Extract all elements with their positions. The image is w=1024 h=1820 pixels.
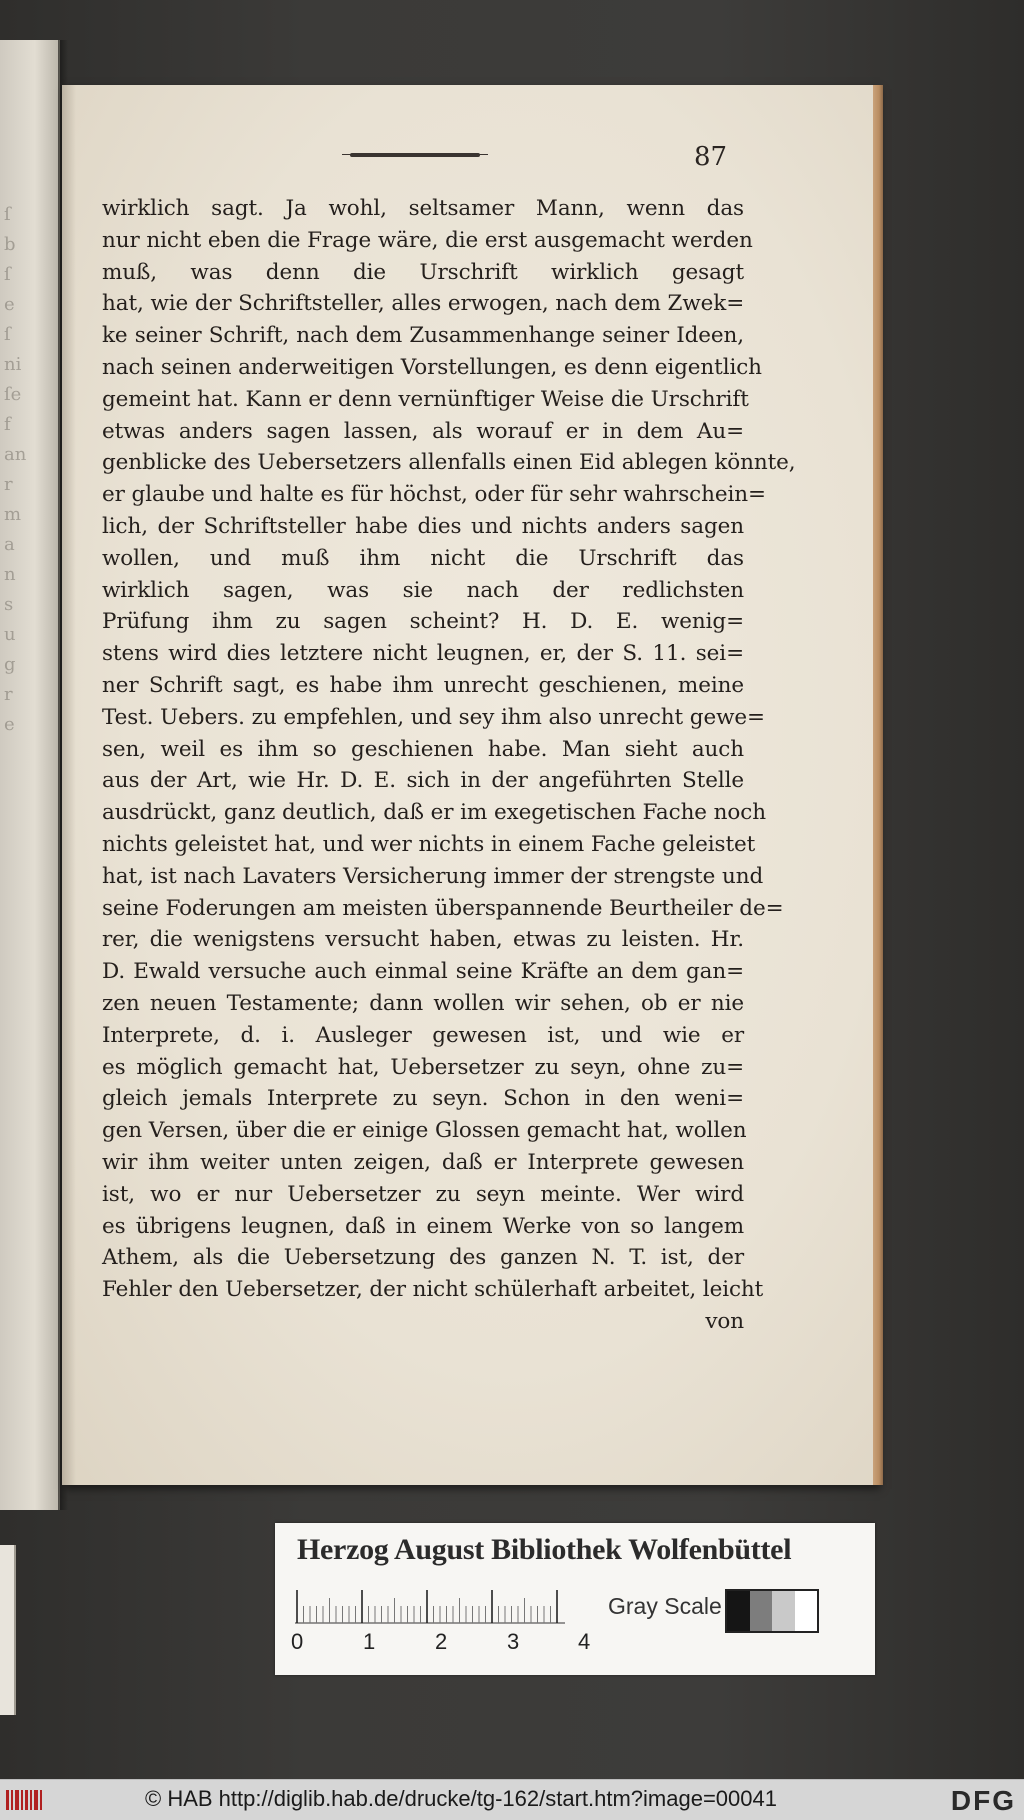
- text-line: ner Schrift sagt, es habe ihm unrecht geschienen, meine: [102, 672, 744, 698]
- text-line: nichts geleistet hat, und wer nichts in einem Fache geleistet: [102, 831, 756, 857]
- ruler-label-2: 2: [435, 1629, 448, 1654]
- library-title: Herzog August Bibliothek Wolfenbüttel: [297, 1533, 792, 1566]
- text-line: er glaube und halte es für höchst, oder für sehr wahrschein=: [102, 482, 766, 508]
- hab-barcode-icon: [6, 1788, 46, 1812]
- footer-source-link[interactable]: © HAB http://diglib.hab.de/drucke/tg-162/start.htm?image=00041: [145, 1786, 777, 1811]
- header-rule: [350, 153, 480, 157]
- ruler: [295, 1590, 565, 1624]
- book-page: [62, 85, 877, 1485]
- text-line: hat, ist nach Lavaters Versicherung immer der strengste und: [102, 863, 764, 889]
- text-line: es möglich gemacht hat, Uebersetzer zu seyn, ohne zu=: [102, 1054, 744, 1080]
- text-line: Interprete, d. i. Ausleger gewesen ist, und wie er: [102, 1022, 744, 1048]
- text-line: Fehler den Uebersetzer, der nicht schülerhaft arbeitet, leicht: [102, 1277, 764, 1303]
- dfg-logo: DFG: [950, 1785, 1016, 1816]
- gray-swatch: [795, 1591, 818, 1631]
- text-line: Athem, als die Uebersetzung des ganzen N. T. ist, der: [102, 1245, 744, 1271]
- page-number: 87: [694, 142, 728, 172]
- text-line: rer, die wenigstens versucht haben, etwas zu leisten. Hr.: [102, 927, 744, 953]
- text-line: es übrigens leugnen, daß in einem Werke von so langem: [102, 1213, 744, 1239]
- text-line: D. Ewald versuche auch einmal seine Kräfte an dem gan=: [102, 959, 744, 985]
- text-line: genblicke des Uebersetzers allenfalls einen Eid ablegen könnte,: [102, 450, 796, 476]
- text-line: ke seiner Schrift, nach dem Zusammenhange seiner Ideen,: [102, 323, 744, 349]
- ruler-label-1: 1: [363, 1629, 376, 1654]
- text-line: wirklich sagt. Ja wohl, seltsamer Mann, wenn das: [102, 196, 744, 221]
- text-line: seine Foderungen am meisten überspannende Beurtheiler de=: [102, 895, 784, 921]
- gray-scale-label: Gray Scale: [608, 1593, 722, 1619]
- text-line: wir ihm weiter unten zeigen, daß er Interprete gewesen: [102, 1149, 744, 1175]
- text-line: stens wird dies letztere nicht leugnen, er, der S. 11. sei=: [102, 641, 744, 667]
- text-line: etwas anders sagen lassen, als worauf er in dem Au=: [102, 418, 744, 444]
- color-target-card: [275, 1523, 875, 1675]
- gray-swatch: [772, 1591, 795, 1631]
- page-right-edge: [873, 85, 883, 1485]
- text-line: gleich jemals Interprete zu seyn. Schon in den weni=: [102, 1086, 744, 1112]
- text-line: Test. Uebers. zu empfehlen, und sey ihm also unrecht gewe=: [102, 704, 765, 730]
- text-line: gen Versen, über die er einige Glossen gemacht hat, wollen: [102, 1118, 747, 1144]
- ruler-label-4: 4: [578, 1629, 591, 1654]
- text-line: hat, wie der Schriftsteller, alles erwogen, nach dem Zwek=: [102, 291, 745, 317]
- text-line: aus der Art, wie Hr. D. E. sich in der angeführten Stelle: [102, 768, 744, 794]
- text-line: zen neuen Testamente; dann wollen wir sehen, ob er nie: [102, 990, 744, 1016]
- gray-swatch: [727, 1591, 750, 1631]
- text-line: sen, weil es ihm so geschienen habe. Man sieht auch: [102, 736, 744, 762]
- page-gutter-shadow: [62, 85, 76, 1485]
- gray-swatch: [750, 1591, 773, 1631]
- footer-bar: [0, 1779, 1024, 1820]
- text-line: wollen, und muß ihm nicht die Urschrift das: [102, 545, 744, 571]
- catchword: von: [705, 1308, 744, 1334]
- gray-scale-swatches: [725, 1589, 819, 1633]
- text-line: lich, der Schriftsteller habe dies und nichts anders sagen: [102, 513, 744, 539]
- ruler-label-3: 3: [507, 1629, 520, 1654]
- ruler-label-0: 0: [291, 1629, 304, 1654]
- text-line: ist, wo er nur Uebersetzer zu seyn meinte. Wer wird: [102, 1181, 744, 1207]
- text-line: Prüfung ihm zu sagen scheint? H. D. E. wenig=: [102, 609, 744, 635]
- text-line: nur nicht eben die Frage wäre, die erst ausgemacht werden: [102, 227, 753, 253]
- text-line: ausdrückt, ganz deutlich, daß er im exegetischen Fache noch: [102, 800, 766, 826]
- left-page-bleed-marks: ſ b ſ e ſ ni ſe f an r m a n s u g r e: [4, 204, 27, 735]
- page-text: [102, 193, 796, 1338]
- text-line: gemeint hat. Kann er denn vernünftiger Weise die Urschrift: [102, 386, 749, 412]
- text-line: nach seinen anderweitigen Vorstellungen, es denn eigentlich: [102, 354, 762, 380]
- ruler-ticks: [295, 1590, 565, 1624]
- text-line: muß, was denn die Urschrift wirklich gesagt: [102, 259, 744, 285]
- text-line: wirklich sagen, was sie nach der redlichsten: [102, 577, 744, 603]
- left-margin-strip: [0, 1545, 16, 1715]
